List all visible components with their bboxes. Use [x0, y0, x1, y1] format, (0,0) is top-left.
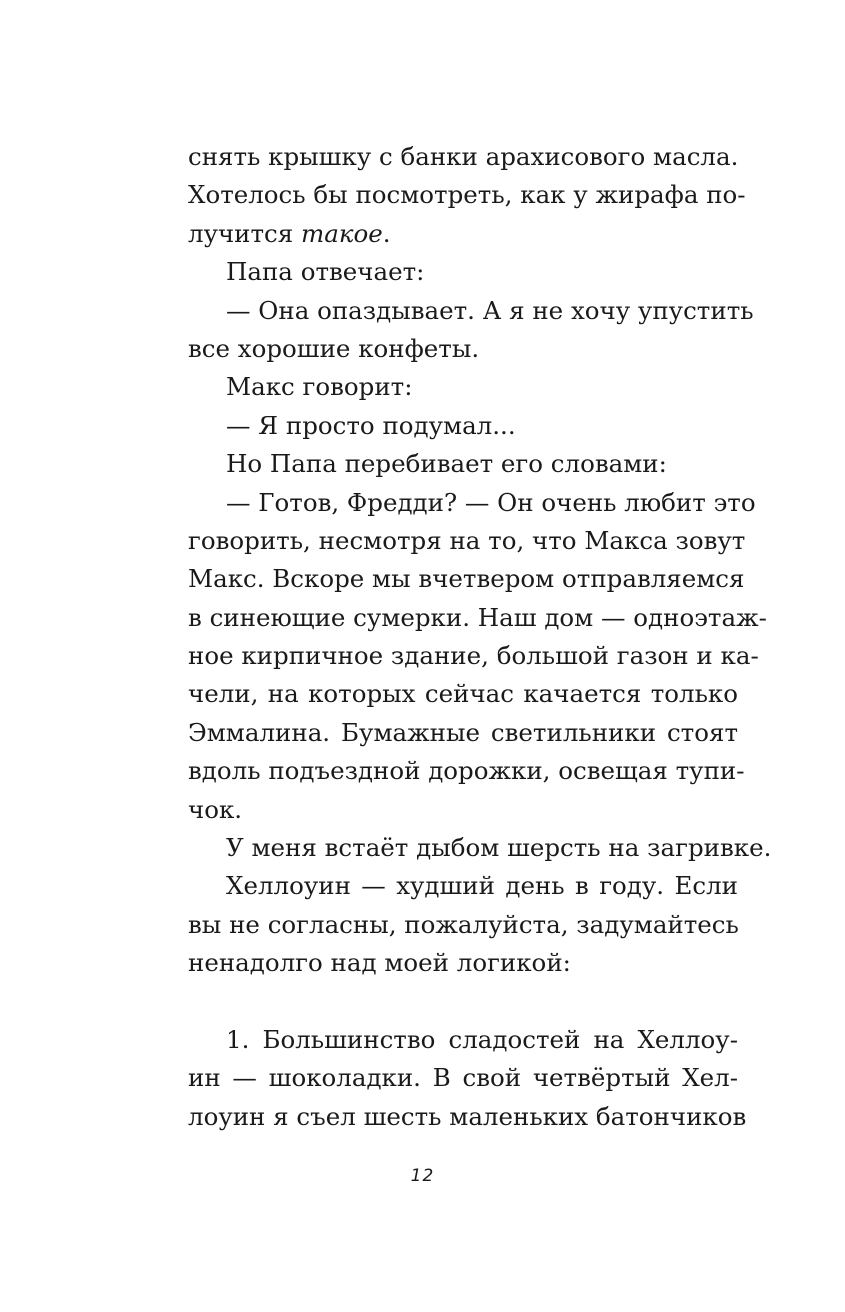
text-line: — Я просто подумал...	[226, 410, 516, 440]
text-line: снять крышку с банки арахисового масла.	[188, 142, 739, 171]
text-line: лоуин я съел шесть маленьких батончиков	[188, 1101, 747, 1131]
text-line: Эммалина. Бумажные светильники стоят	[188, 717, 738, 747]
page-number: 12	[410, 1166, 435, 1186]
text-line: в синеющие сумерки. Наш дом — одноэтаж-	[188, 602, 767, 632]
text-line: — Готов, Фредди? — Он очень любит это	[226, 487, 756, 517]
italic-text: такое	[301, 218, 383, 248]
text-line: — Она опаздывает. А я не хочу упустить	[226, 295, 754, 325]
text-line: ное кирпичное здание, большой газон и ка-	[188, 641, 759, 671]
text-line: Хотелось бы посмотреть, как у жирафа по-	[188, 180, 746, 210]
text-line: Макс. Вскоре мы вчетвером отправляемся	[188, 564, 745, 594]
paragraph	[188, 368, 738, 406]
text-line: ин — шоколадки. В свой четвёртый Хел-	[188, 1063, 738, 1093]
paragraph	[188, 138, 746, 253]
text-segment: .	[382, 218, 391, 248]
text-line: чели, на которых сейчас качается только	[188, 679, 738, 709]
paragraph	[188, 484, 767, 830]
paragraph-gap	[188, 983, 738, 1021]
paragraph	[188, 829, 772, 867]
paragraph	[188, 867, 738, 982]
text-line: Но Папа перебивает его словами:	[226, 449, 667, 479]
paragraph	[188, 292, 754, 369]
text-line: ненадолго над моей логикой:	[188, 948, 571, 978]
paragraph	[188, 1021, 747, 1136]
text-line: чок.	[188, 794, 243, 824]
text-line: У меня встаёт дыбом шерсть на загривке.	[226, 833, 772, 863]
text-line: Хеллоуин — худший день в году. Если	[226, 871, 738, 901]
text-line: Макс говорит:	[226, 372, 413, 402]
text-line: говорить, несмотря на то, что Макса зовут	[188, 525, 746, 555]
text-segment: лучится	[188, 218, 302, 248]
text-line	[188, 215, 738, 253]
text-line: 1. Большинство сладостей на Хеллоу-	[226, 1024, 738, 1054]
paragraph	[188, 445, 738, 483]
text-line: Папа отвечает:	[226, 257, 425, 287]
body-text	[188, 138, 772, 1136]
paragraph	[188, 253, 738, 291]
paragraph	[188, 407, 738, 445]
text-line: вдоль подъездной дорожки, освещая тупи-	[188, 756, 745, 786]
text-line: вы не согласны, пожалуйста, задумайтесь	[188, 909, 739, 939]
text-line: все хорошие конфеты.	[188, 333, 480, 363]
